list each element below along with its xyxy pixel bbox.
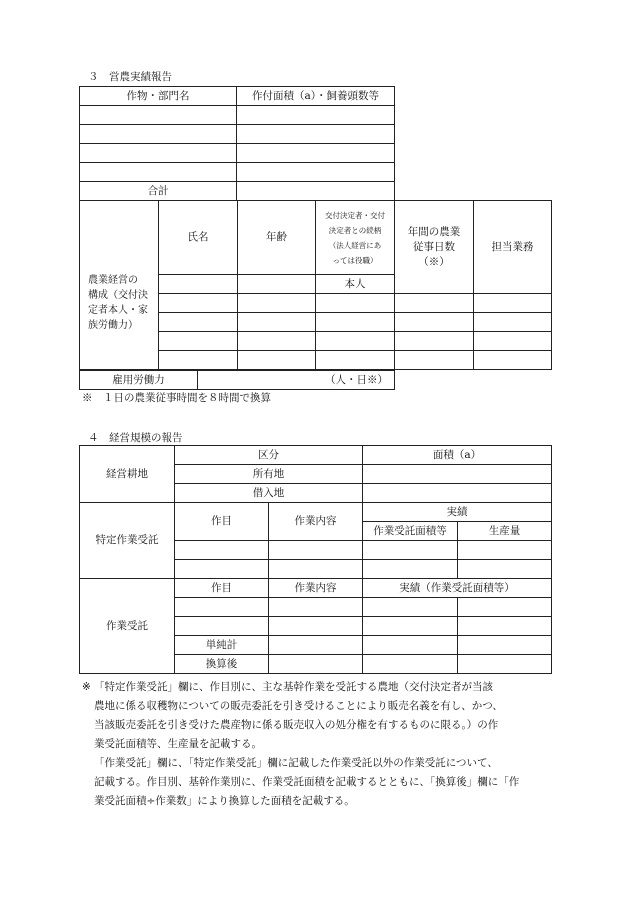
specific-col-area: 作業受託面積等 [363, 522, 458, 541]
contract-label: 作業受託 [80, 579, 175, 674]
employed-value-cell[interactable] [198, 371, 395, 390]
contract-result-cell[interactable] [363, 598, 458, 617]
name-cell[interactable] [159, 275, 238, 294]
composition-row-label: 農業経営の 構成（交付決 定者本人・家 族労働力） [80, 201, 159, 370]
contract-content-cell[interactable] [269, 598, 363, 617]
composition-table [79, 200, 552, 370]
simple-total-result-cell[interactable] [363, 636, 458, 655]
specific-label: 特定作業受託 [80, 503, 175, 579]
farmland-label: 経営耕地 [80, 446, 175, 503]
contract-result-cell[interactable] [458, 617, 552, 636]
rented-area-cell[interactable] [363, 484, 552, 503]
name-cell[interactable] [159, 351, 238, 370]
col-relation-header: 交付決定者・交付 決定者との続柄 （法人経営にあ っては役職） [316, 201, 395, 275]
name-cell[interactable] [159, 294, 238, 313]
section3-note: ※ １日の農業従事時間を８時間で換算 [82, 392, 271, 404]
col-name-header: 氏名 [159, 201, 238, 275]
relation-cell[interactable] [316, 313, 395, 332]
days-cell[interactable] [395, 294, 474, 313]
converted-label: 換算後 [175, 655, 269, 674]
contract-result-cell[interactable] [458, 598, 552, 617]
specific-output-cell[interactable] [458, 560, 552, 579]
specific-output-cell[interactable] [458, 541, 552, 560]
contract-col-result: 実績（作業受託面積等） [363, 579, 552, 598]
col-days-header: 年間の農業 従事日数 （※） [395, 201, 474, 294]
area-cell[interactable] [237, 125, 395, 144]
age-cell[interactable] [238, 332, 316, 351]
contract-content-cell[interactable] [269, 617, 363, 636]
specific-area-cell[interactable] [363, 560, 458, 579]
specific-content-cell[interactable] [269, 541, 363, 560]
duty-cell[interactable] [474, 351, 552, 370]
name-cell[interactable] [159, 313, 238, 332]
relation-cell[interactable] [316, 332, 395, 351]
section4-note-p2: 「作業受託」欄に、「特定作業受託」欄に記載した作業受託以外の作業受託について、 記載する。作目別、基幹作業別に、作業受託面積を記載するとともに、「換算後」欄に「作 業受託面積÷作業数」により換算した面積を記載する。 [94, 757, 520, 807]
simple-total-content-cell[interactable] [269, 636, 363, 655]
crop-cell[interactable] [80, 125, 237, 144]
employed-labor-table [79, 370, 395, 390]
contract-result-cell[interactable] [363, 617, 458, 636]
simple-total-label: 単純計 [175, 636, 269, 655]
col-class-header: 区分 [175, 446, 363, 465]
relation-cell[interactable] [316, 294, 395, 313]
name-cell[interactable] [159, 332, 238, 351]
contract-item-cell[interactable] [175, 617, 269, 636]
converted-result-cell[interactable] [458, 655, 552, 674]
col-area-header: 面積（a） [363, 446, 552, 465]
age-cell[interactable] [238, 294, 316, 313]
specific-col-output: 生産量 [458, 522, 552, 541]
relation-cell[interactable] [316, 351, 395, 370]
contract-col-content: 作業内容 [269, 579, 363, 598]
days-cell[interactable] [395, 351, 474, 370]
age-cell[interactable] [238, 275, 316, 294]
age-cell[interactable] [238, 351, 316, 370]
scale-table [79, 445, 552, 674]
owned-area-cell[interactable] [363, 465, 552, 484]
col-area-header: 作付面積（a）・飼養頭数等 [237, 87, 395, 106]
section4-note-mark: ※ [82, 681, 91, 693]
section4-title: ４ 経営規模の報告 [88, 432, 183, 444]
days-cell[interactable] [395, 313, 474, 332]
converted-result-cell[interactable] [363, 655, 458, 674]
employed-label: 雇用労働力 [80, 371, 198, 390]
converted-content-cell[interactable] [269, 655, 363, 674]
duty-cell[interactable] [474, 313, 552, 332]
crop-cell[interactable] [80, 144, 237, 163]
area-cell[interactable] [237, 144, 395, 163]
specific-item-cell[interactable] [175, 541, 269, 560]
days-cell[interactable] [395, 332, 474, 351]
simple-total-result-cell[interactable] [458, 636, 552, 655]
rented-label: 借入地 [175, 484, 363, 503]
total-cell[interactable] [237, 182, 395, 201]
specific-col-item: 作目 [175, 503, 269, 541]
owned-label: 所有地 [175, 465, 363, 484]
age-cell[interactable] [238, 313, 316, 332]
specific-content-cell[interactable] [269, 560, 363, 579]
specific-col-result: 実績 [363, 503, 552, 522]
col-duty-header: 担当業務 [474, 201, 552, 294]
area-cell[interactable] [237, 106, 395, 125]
duty-cell[interactable] [474, 332, 552, 351]
duty-cell[interactable] [474, 294, 552, 313]
area-cell[interactable] [237, 163, 395, 182]
contract-item-cell[interactable] [175, 598, 269, 617]
crop-cell[interactable] [80, 106, 237, 125]
section4-note-p1: 「特定作業受託」欄に、作目別に、主な基幹作業を受託する農地（交付決定者が当該 農地に係る収穫物についての販売委託を引き受けることにより販売名義を有し、かつ、 当該販売委託を引き受けた農産物に係る販売収入の処分権を有するものに限る。）の作 業受託面積等、生産量を記載する。 [94, 681, 503, 750]
specific-item-cell[interactable] [175, 560, 269, 579]
employed-unit: （人・日※） [325, 373, 388, 386]
crop-cell[interactable] [80, 163, 237, 182]
col-age-header: 年齢 [238, 201, 316, 275]
total-label: 合計 [80, 182, 237, 201]
specific-area-cell[interactable] [363, 541, 458, 560]
specific-col-content: 作業内容 [269, 503, 363, 541]
crops-table [79, 86, 395, 201]
section3-title: ３ 営農実績報告 [88, 71, 172, 83]
relation-self: 本人 [316, 275, 395, 294]
contract-col-item: 作目 [175, 579, 269, 598]
col-crop-header: 作物・部門名 [80, 87, 237, 106]
